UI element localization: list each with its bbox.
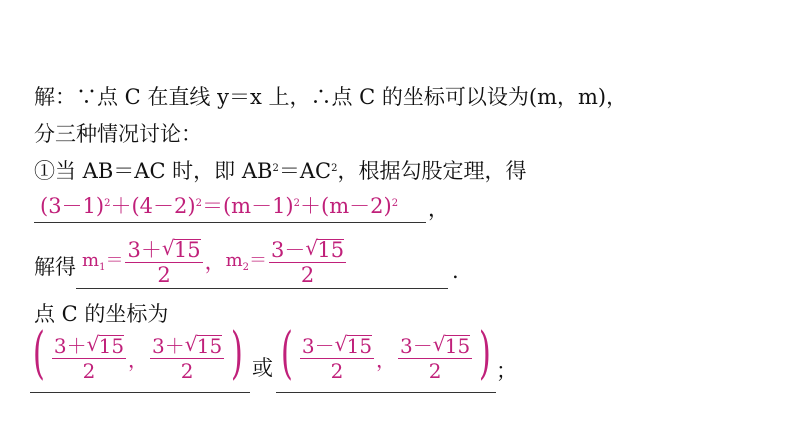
exponent: 2 bbox=[104, 198, 111, 209]
variable: m bbox=[82, 249, 100, 271]
sqrt-15 bbox=[334, 331, 373, 358]
case-one-suffix: ，根据勾股定理，得 bbox=[337, 159, 527, 183]
point-one-x bbox=[52, 331, 126, 383]
case-one-mid: ＝AC bbox=[278, 159, 332, 183]
exponent: 2 bbox=[293, 198, 301, 209]
point-two-y bbox=[398, 331, 472, 383]
variable: m bbox=[225, 249, 243, 271]
answer-underline bbox=[276, 392, 496, 393]
case-one-line bbox=[34, 158, 526, 184]
comma: ， bbox=[128, 347, 149, 372]
radical-sign: √ bbox=[86, 331, 100, 356]
right-paren: ) bbox=[231, 321, 244, 386]
m2-label bbox=[226, 248, 267, 277]
term: ＝(m－1) bbox=[201, 194, 294, 218]
case-one-prefix: ①当 AB＝AC 时，即 AB bbox=[34, 159, 273, 183]
sqrt-15 bbox=[161, 235, 201, 262]
answer-underline bbox=[76, 288, 448, 289]
numerator-term: 3－ bbox=[301, 333, 335, 358]
solution-values bbox=[82, 234, 348, 290]
denominator: 2 bbox=[330, 358, 344, 383]
radical-sign: √ bbox=[334, 331, 348, 356]
left-paren: ( bbox=[32, 321, 45, 386]
numerator-term: 3－ bbox=[400, 333, 433, 358]
point-two-x bbox=[300, 331, 374, 383]
term: ＋(m－2) bbox=[300, 194, 392, 218]
solved-prefix: 解得 bbox=[34, 255, 76, 279]
left-paren: ( bbox=[280, 321, 293, 386]
sqrt-15 bbox=[432, 331, 471, 358]
radicand: 15 bbox=[173, 237, 201, 262]
exponent: 2 bbox=[195, 198, 202, 209]
case-discussion-line: 分三种情况讨论： bbox=[34, 122, 202, 146]
comma: ， bbox=[376, 347, 397, 372]
radical-sign: √ bbox=[305, 235, 319, 260]
term: (3－1) bbox=[40, 194, 105, 218]
point-one bbox=[28, 321, 248, 388]
point-one-y bbox=[150, 331, 224, 383]
solution-intro-line: 解：∵点 C 在直线 y＝x 上，∴点 C 的坐标可以设为(m，m)， bbox=[34, 85, 628, 109]
denominator: 2 bbox=[428, 358, 442, 383]
m2-fraction bbox=[269, 235, 346, 287]
term: ＋(4－2) bbox=[110, 194, 196, 218]
denominator: 2 bbox=[157, 262, 171, 287]
radical-sign: √ bbox=[184, 331, 198, 356]
pythagorean-equation bbox=[40, 193, 398, 219]
coordinate-intro-line: 点 C 的坐标为 bbox=[34, 302, 169, 326]
point-two bbox=[276, 321, 496, 388]
m1-fraction bbox=[125, 235, 202, 287]
period: . bbox=[452, 259, 459, 283]
or-word: 或 bbox=[252, 356, 273, 380]
answer-underline bbox=[30, 392, 250, 393]
semicolon: ； bbox=[496, 359, 517, 383]
separator: ， bbox=[204, 250, 226, 274]
denominator: 2 bbox=[300, 262, 315, 287]
sqrt-15 bbox=[305, 235, 345, 262]
subscript: 1 bbox=[99, 261, 106, 273]
denominator: 2 bbox=[82, 358, 96, 383]
numerator-term: 3－ bbox=[271, 237, 306, 262]
radicand: 15 bbox=[444, 333, 471, 358]
right-paren: ) bbox=[479, 321, 492, 386]
equals-sign: ＝ bbox=[105, 249, 124, 271]
radical-sign: √ bbox=[432, 331, 446, 356]
exponent: 2 bbox=[272, 163, 279, 174]
subscript: 2 bbox=[242, 261, 250, 273]
radicand: 15 bbox=[98, 333, 125, 358]
exponent: 2 bbox=[391, 198, 399, 209]
answer-underline bbox=[34, 222, 426, 223]
radicand: 15 bbox=[346, 333, 373, 358]
sqrt-15 bbox=[86, 331, 125, 358]
comma: ， bbox=[428, 197, 449, 221]
denominator: 2 bbox=[180, 358, 194, 383]
radical-sign: √ bbox=[161, 235, 175, 260]
m1-label bbox=[82, 248, 123, 277]
radicand: 15 bbox=[196, 333, 223, 358]
numerator-term: 3＋ bbox=[127, 237, 162, 262]
numerator-term: 3＋ bbox=[152, 333, 185, 358]
radicand: 15 bbox=[317, 237, 345, 262]
exponent: 2 bbox=[331, 163, 338, 174]
numerator-term: 3＋ bbox=[53, 333, 87, 358]
equals-sign: ＝ bbox=[249, 249, 268, 271]
sqrt-15 bbox=[184, 331, 223, 358]
